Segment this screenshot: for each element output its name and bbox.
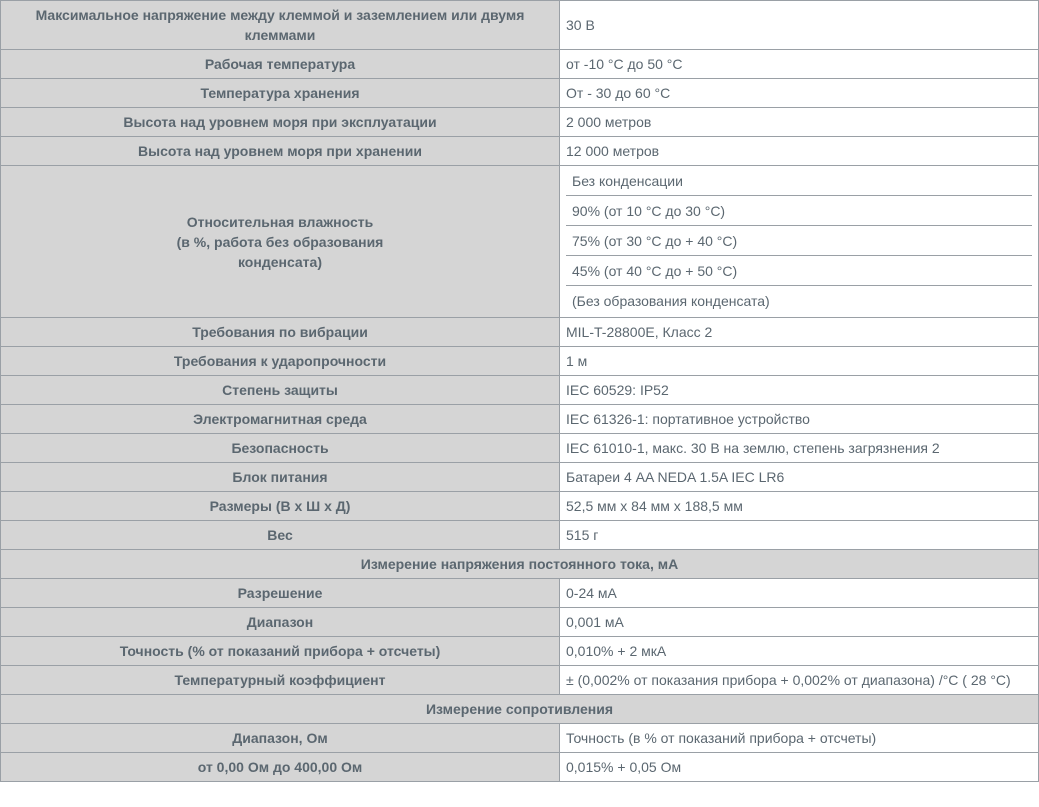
- row-value: 12 000 метров: [560, 137, 1039, 166]
- row-label: Температура хранения: [1, 79, 560, 108]
- row-label: Диапазон: [1, 608, 560, 637]
- row-value: 515 г: [560, 521, 1039, 550]
- row-value: 1 м: [560, 347, 1039, 376]
- row-label: Рабочая температура: [1, 50, 560, 79]
- row-label: Максимальное напряжение между клеммой и заземлением или двумя клеммами: [1, 1, 560, 50]
- row-label: Температурный коэффициент: [1, 666, 560, 695]
- table-row: [1, 434, 1039, 463]
- section-header-resistance: [1, 695, 1039, 724]
- table-row: [1, 79, 1039, 108]
- row-label: Электромагнитная среда: [1, 405, 560, 434]
- table-row: [1, 637, 1039, 666]
- row-label: Блок питания: [1, 463, 560, 492]
- table-row: [1, 579, 1039, 608]
- humidity-label-line: (в %, работа без образования: [176, 233, 384, 250]
- row-label: Точность (% от показаний прибора + отсчеты): [1, 637, 560, 666]
- humidity-value: (Без образования конденсата): [572, 293, 770, 309]
- row-label: Высота над уровнем моря при эксплуатации: [1, 108, 560, 137]
- table-row: [1, 1, 1039, 50]
- humidity-values: [560, 166, 1039, 318]
- row-value: 2 000 метров: [560, 108, 1039, 137]
- row-label: Требования по вибрации: [1, 318, 560, 347]
- row-value: 0,010% + 2 мкА: [560, 637, 1039, 666]
- row-value: От - 30 до 60 °C: [560, 79, 1039, 108]
- row-value: Точность (в % от показаний прибора + отсчеты): [560, 724, 1039, 753]
- table-row: [1, 50, 1039, 79]
- humidity-label-line: Относительная влажность: [186, 213, 374, 230]
- table-row: [1, 753, 1039, 782]
- row-label: от 0,00 Ом до 400,00 Ом: [1, 753, 560, 782]
- section-header-dc: [1, 550, 1039, 579]
- humidity-value: Без конденсации: [566, 166, 1032, 196]
- table-row: [1, 521, 1039, 550]
- row-value: 0,015% + 0,05 Ом: [560, 753, 1039, 782]
- row-value: MIL-T-28800E, Класс 2: [560, 318, 1039, 347]
- row-value: 30 В: [560, 1, 1039, 50]
- table-row: [1, 666, 1039, 695]
- row-value: 52,5 мм x 84 мм x 188,5 мм: [560, 492, 1039, 521]
- table-row: [1, 108, 1039, 137]
- row-value: ± (0,002% от показания прибора + 0,002% от диапазона) /°C ( 28 °C): [560, 666, 1039, 695]
- row-label: Разрешение: [1, 579, 560, 608]
- table-row: [1, 463, 1039, 492]
- row-label: Высота над уровнем моря при хранении: [1, 137, 560, 166]
- table-row: [1, 318, 1039, 347]
- table-row: [1, 405, 1039, 434]
- row-value: Батареи 4 AA NEDA 1.5A IEC LR6: [560, 463, 1039, 492]
- humidity-value: 75% (от 30 °C до + 40 °C): [566, 226, 1032, 256]
- row-label: Диапазон, Ом: [1, 724, 560, 753]
- humidity-label-line: конденсата): [237, 253, 322, 270]
- section-title: Измерение напряжения постоянного тока, мА: [1, 550, 1039, 579]
- section-title: Измерение сопротивления: [1, 695, 1039, 724]
- row-label: Размеры (В x Ш x Д): [1, 492, 560, 521]
- table-row: [1, 137, 1039, 166]
- table-row: [1, 492, 1039, 521]
- table-row: [1, 347, 1039, 376]
- humidity-value: 90% (от 10 °C до 30 °C): [566, 196, 1032, 226]
- humidity-value: 45% (от 40 °C до + 50 °C): [566, 256, 1032, 286]
- table-row: [1, 376, 1039, 405]
- row-value: 0,001 мА: [560, 608, 1039, 637]
- row-value: 0-24 мА: [560, 579, 1039, 608]
- row-label: Безопасность: [1, 434, 560, 463]
- row-label: Требования к ударопрочности: [1, 347, 560, 376]
- table-row-humidity: [1, 166, 1039, 318]
- row-value: IEC 61326-1: портативное устройство: [560, 405, 1039, 434]
- table-row: [1, 724, 1039, 753]
- row-label: Вес: [1, 521, 560, 550]
- row-value: IEC 61010-1, макс. 30 В на землю, степень загрязнения 2: [560, 434, 1039, 463]
- row-value: от -10 °C до 50 °C: [560, 50, 1039, 79]
- row-label: Степень защиты: [1, 376, 560, 405]
- humidity-label: [1, 166, 560, 318]
- row-value: IEC 60529: IP52: [560, 376, 1039, 405]
- table-row: [1, 608, 1039, 637]
